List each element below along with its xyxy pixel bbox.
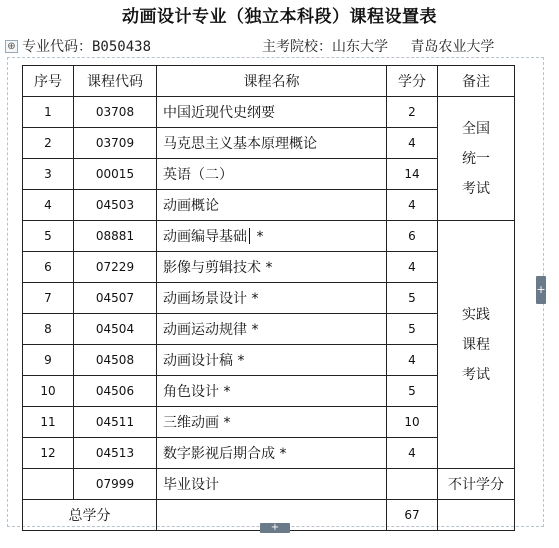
note-unified-line: 统一 [462, 150, 490, 167]
cell-code[interactable]: 04507 [74, 283, 157, 314]
cell-no[interactable]: 1 [23, 97, 74, 128]
cell-no[interactable]: 11 [23, 407, 74, 438]
course-table[interactable] [22, 65, 515, 531]
cell-credit[interactable]: 5 [387, 376, 438, 407]
header-note: 备注 [438, 66, 515, 97]
cell-code[interactable]: 07999 [74, 469, 157, 500]
cell-no[interactable]: 9 [23, 345, 74, 376]
cell-name[interactable]: 动画设计稿 * [157, 345, 387, 376]
note-practice-line: 课程 [462, 336, 490, 353]
cell-code[interactable]: 08881 [74, 221, 157, 252]
cell-name[interactable]: 动画概论 [157, 190, 387, 221]
cell-name-editing[interactable] [157, 221, 387, 252]
table-row[interactable] [23, 221, 515, 252]
cell-no[interactable]: 7 [23, 283, 74, 314]
text-cursor [249, 228, 250, 244]
cell-name[interactable]: 马克思主义基本原理概论 [157, 128, 387, 159]
table-row[interactable] [23, 469, 515, 500]
cell-no[interactable] [23, 469, 74, 500]
header-no: 序号 [23, 66, 74, 97]
cell-credit[interactable]: 5 [387, 283, 438, 314]
cell-code[interactable]: 03709 [74, 128, 157, 159]
cell-note[interactable]: 不计学分 [438, 469, 515, 500]
cell-credit[interactable]: 4 [387, 252, 438, 283]
cell-no[interactable]: 5 [23, 221, 74, 252]
exam-school-label: 主考院校：山东大学 青岛农业大学 [262, 39, 495, 55]
cell-name-suffix: * [252, 229, 264, 245]
cell-code[interactable]: 04513 [74, 438, 157, 469]
cell-name[interactable]: 动画运动规律 * [157, 314, 387, 345]
cell-credit[interactable]: 14 [387, 159, 438, 190]
table-header-row [23, 66, 515, 97]
table-row[interactable] [23, 97, 515, 128]
cell-credit[interactable]: 10 [387, 407, 438, 438]
cell-code[interactable]: 04508 [74, 345, 157, 376]
cell-credit[interactable]: 6 [387, 221, 438, 252]
total-credit[interactable]: 67 [387, 500, 438, 531]
add-row-plus-icon[interactable]: + [260, 523, 290, 533]
cell-credit[interactable]: 5 [387, 314, 438, 345]
cell-name[interactable]: 中国近现代史纲要 [157, 97, 387, 128]
cell-credit[interactable] [387, 469, 438, 500]
cell-name[interactable]: 动画场景设计 * [157, 283, 387, 314]
cell-credit[interactable]: 4 [387, 438, 438, 469]
cell-name[interactable]: 数字影视后期合成 * [157, 438, 387, 469]
cell-credit[interactable]: 4 [387, 128, 438, 159]
cell-no[interactable]: 3 [23, 159, 74, 190]
cell-code[interactable]: 03708 [74, 97, 157, 128]
cell-name[interactable]: 英语（二） [157, 159, 387, 190]
document-title: 动画设计专业（独立本科段）课程设置表 [122, 7, 437, 27]
header-name: 课程名称 [157, 66, 387, 97]
cell-code[interactable]: 00015 [74, 159, 157, 190]
cell-code[interactable]: 04504 [74, 314, 157, 345]
cell-name[interactable]: 三维动画 * [157, 407, 387, 438]
add-column-plus-icon[interactable]: + [536, 276, 546, 304]
cell-code[interactable]: 04506 [74, 376, 157, 407]
cell-credit[interactable]: 4 [387, 190, 438, 221]
cell-no[interactable]: 2 [23, 128, 74, 159]
total-note-empty[interactable] [438, 500, 515, 531]
note-practice-line: 实践 [462, 306, 490, 323]
cell-name-text: 动画编导基础 [163, 229, 247, 245]
cell-no[interactable]: 12 [23, 438, 74, 469]
cell-code[interactable]: 07229 [74, 252, 157, 283]
cell-name[interactable]: 毕业设计 [157, 469, 387, 500]
note-unified-line: 全国 [462, 120, 490, 137]
header-credit: 学分 [387, 66, 438, 97]
cell-no[interactable]: 8 [23, 314, 74, 345]
header-code: 课程代码 [74, 66, 157, 97]
table-move-handle-icon[interactable]: ⊕ [5, 40, 18, 53]
table-selection-frame[interactable] [7, 57, 544, 527]
cell-name[interactable]: 影像与剪辑技术 * [157, 252, 387, 283]
cell-no[interactable]: 4 [23, 190, 74, 221]
major-code-label: 专业代码：B050438 [22, 39, 152, 55]
note-unified-line: 考试 [462, 180, 490, 197]
cell-no[interactable]: 6 [23, 252, 74, 283]
total-label[interactable]: 总学分 [23, 500, 157, 531]
cell-credit[interactable]: 2 [387, 97, 438, 128]
cell-name[interactable]: 角色设计 * [157, 376, 387, 407]
note-practice-line: 考试 [462, 366, 490, 383]
cell-code[interactable]: 04503 [74, 190, 157, 221]
cell-note-unified[interactable] [438, 97, 515, 221]
cell-credit[interactable]: 4 [387, 345, 438, 376]
cell-no[interactable]: 10 [23, 376, 74, 407]
cell-code[interactable]: 04511 [74, 407, 157, 438]
cell-note-practice[interactable] [438, 221, 515, 469]
